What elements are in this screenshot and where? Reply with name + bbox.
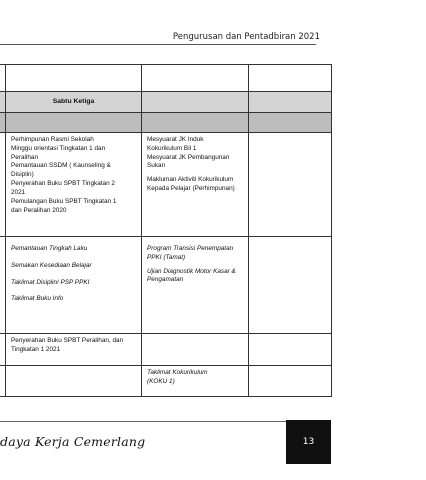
page-header-title: Pengurusan dan Pentadbiran 2021 [172,32,320,42]
table-row [0,334,332,366]
cell-line: Pengamatan [147,276,184,284]
table-row-shaded [0,113,332,133]
footer-divider [0,421,290,422]
cell-line: dan Peralihan 2020 [11,206,67,214]
footer-motto: daya Kerja Cemerlang [0,434,146,449]
cell-line: Kokurikulum Bil 1 [147,144,197,152]
cell-line: Mesyuarat JK Induk [147,136,204,143]
page-number: 13 [302,437,315,447]
cell-line: Taklimat Buku Info [11,295,64,303]
cell-line: Perhimpunan Rasmi Sekolah [11,136,94,143]
schedule-table [0,64,332,397]
cell-line: 2021 [11,188,26,196]
page-number-badge [286,420,331,464]
table-cell-kokurikulum [142,366,249,397]
table-cell-kokurikulum [142,133,249,237]
cell-line: Kepada Pelajar (Perhimpunan) [147,185,235,193]
cell-line: Taklimat Kokurikulum [147,369,208,376]
table-cell-activities [6,334,142,366]
cell-line: Mesyuarat JK Pembangunan [147,153,230,161]
cell-line: Pemulangan Buku SPBT Tingkatan 1 [11,197,117,205]
cell-line: Pemantauan SSDM ( Kaunseling & [11,162,111,170]
cell-line: Sukan [147,162,166,170]
table-row [0,366,332,397]
cell-line: Penyerahan Buku SPBT Peralihan, dan [11,337,124,344]
cell-line: Program Transisi Penempatan [147,245,234,252]
cell-line: (KOKU 1) [147,377,175,385]
header-divider [0,44,316,45]
cell-line: Disiplin) [11,171,34,179]
cell-line: Makluman Aktiviti Kokurikulum [147,176,234,184]
cell-line: Tingkatan 1 2021 [11,345,61,353]
table-cell-activities [6,237,142,334]
week-title: Sabtu Ketiga [6,92,142,113]
table-cell-activities [6,133,142,237]
cell-line: Penyerahan Buku SPBT Tingkatan 2 [11,180,115,188]
table-row [0,133,332,237]
table-row-blank [0,65,332,92]
table-row [0,237,332,334]
cell-line: Minggu orientasi Tingkatan 1 dan [11,144,106,152]
cell-line: Taklimat Disiplin/ PSP PPKI [11,278,90,286]
cell-line: Semakan Kesediaan Belajar [11,261,92,269]
cell-line: PPKI (Tamat) [147,253,186,261]
table-cell-kokurikulum [142,237,249,334]
cell-line: Ujian Diagnostik Motor Kasar & [147,267,236,275]
cell-line: Pemantauan Tingkah Laku [11,245,88,252]
table-row-week-title [0,92,332,113]
cell-line: Peralihan [11,153,39,161]
